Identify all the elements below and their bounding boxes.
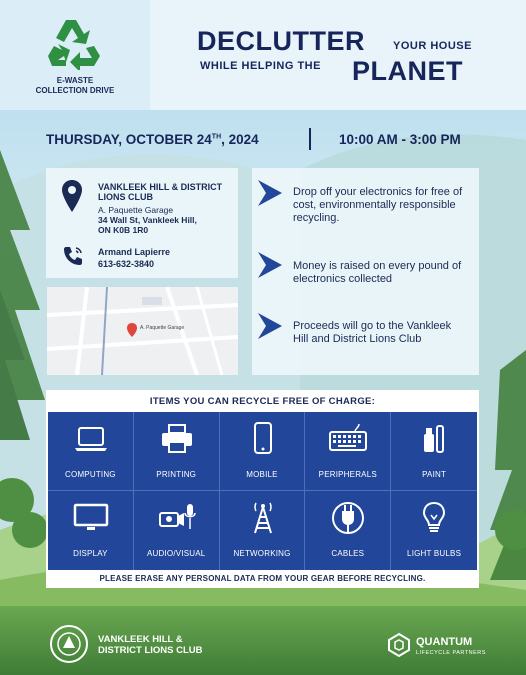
item-label: PAINT [422,470,447,479]
privacy-warning: PLEASE ERASE ANY PERSONAL DATA FROM YOUR GEAR BEFORE RECYCLING. [99,574,426,583]
monitor-icon [72,499,110,537]
lions-club-line-2: DISTRICT LIONS CLUB [98,645,203,656]
phone-icon [62,245,84,267]
quantum-name: QUANTUM [416,636,473,648]
map-drawing [47,287,238,375]
badge-line-2: COLLECTION DRIVE [35,86,115,95]
items-heading: ITEMS YOU CAN RECYCLE FREE OF CHARGE: [149,396,376,407]
title-planet: PLANET [352,56,463,86]
item-printing [134,412,220,491]
bullet-3: Proceeds will go to the Vankleek Hill and District Lions Club [293,320,452,345]
date-divider [309,128,311,150]
plug-icon [329,499,367,537]
paint-icon [415,420,453,458]
address-line-2: 34 Wall St, Vankleek Hill, [98,215,197,225]
recycle-icon [44,16,104,70]
item-mobile [220,412,306,491]
quantum-logo-icon [386,632,412,658]
contact-org: VANKLEEK HILL & DISTRICT LIONS CLUB [98,182,223,202]
bullet-2: Money is raised on every pound of electronics collected [293,260,462,285]
contact-person-name: Armand Lapierre [98,247,171,257]
event-year: , 2024 [221,132,259,147]
item-paint [391,412,477,491]
printer-icon [158,420,196,458]
bullet-1: Drop off your electronics for free of cost, environmentally responsible recycling. [293,186,463,224]
address-line-3: ON K0B 1R0 [98,225,149,235]
item-label: AUDIO/VISUAL [146,549,206,558]
address-line-1: A. Paquette Garage [98,205,174,215]
quantum-subtitle: LIFECYCLE PARTNERS [416,650,486,656]
contact-address [98,205,238,235]
item-label: DISPLAY [73,549,108,558]
item-light-bulbs [391,491,477,570]
badge-line-1: E-WASTE [56,76,94,85]
location-map[interactable] [47,287,238,375]
item-label: CABLES [331,549,365,558]
event-date-suffix: TH [211,133,222,141]
camera-mic-icon [158,499,196,537]
event-date-main: THURSDAY, OCTOBER 24 [46,132,212,147]
lions-club-line-1: VANKLEEK HILL & [98,634,183,645]
event-date [46,132,259,147]
laptop-icon [72,420,110,458]
title-declutter: DECLUTTER [197,26,365,56]
contact-phone: 613-632-3840 [98,259,155,269]
item-label: PERIPHERALS [318,470,377,479]
badge-text [0,76,150,96]
item-computing [48,412,134,491]
bulb-icon [415,499,453,537]
arrow-bullet-icon [258,180,282,206]
lions-club-logo-icon [49,624,89,664]
event-time: 10:00 AM - 3:00 PM [339,132,461,147]
map-place-label: A. Paquette Garage [140,325,185,331]
antenna-icon [244,499,282,537]
contact-person [98,246,170,270]
phone-icon [244,420,282,458]
title-your-house: YOUR HOUSE [393,40,472,52]
item-label: COMPUTING [65,470,116,479]
item-display [48,491,134,570]
items-grid [48,412,477,570]
arrow-bullet-icon [258,313,282,339]
item-label: MOBILE [246,470,278,479]
item-label: LIGHT BULBS [407,549,462,558]
item-label: PRINTING [156,470,197,479]
item-peripherals [305,412,391,491]
item-label: NETWORKING [233,549,291,558]
keyboard-icon [323,420,373,458]
item-networking [220,491,306,570]
lions-club-name [98,634,203,656]
title-while-helping: WHILE HELPING THE [200,60,321,72]
item-cables [305,491,391,570]
location-pin-icon [62,180,82,212]
item-audio-visual [134,491,220,570]
arrow-bullet-icon [258,252,282,278]
